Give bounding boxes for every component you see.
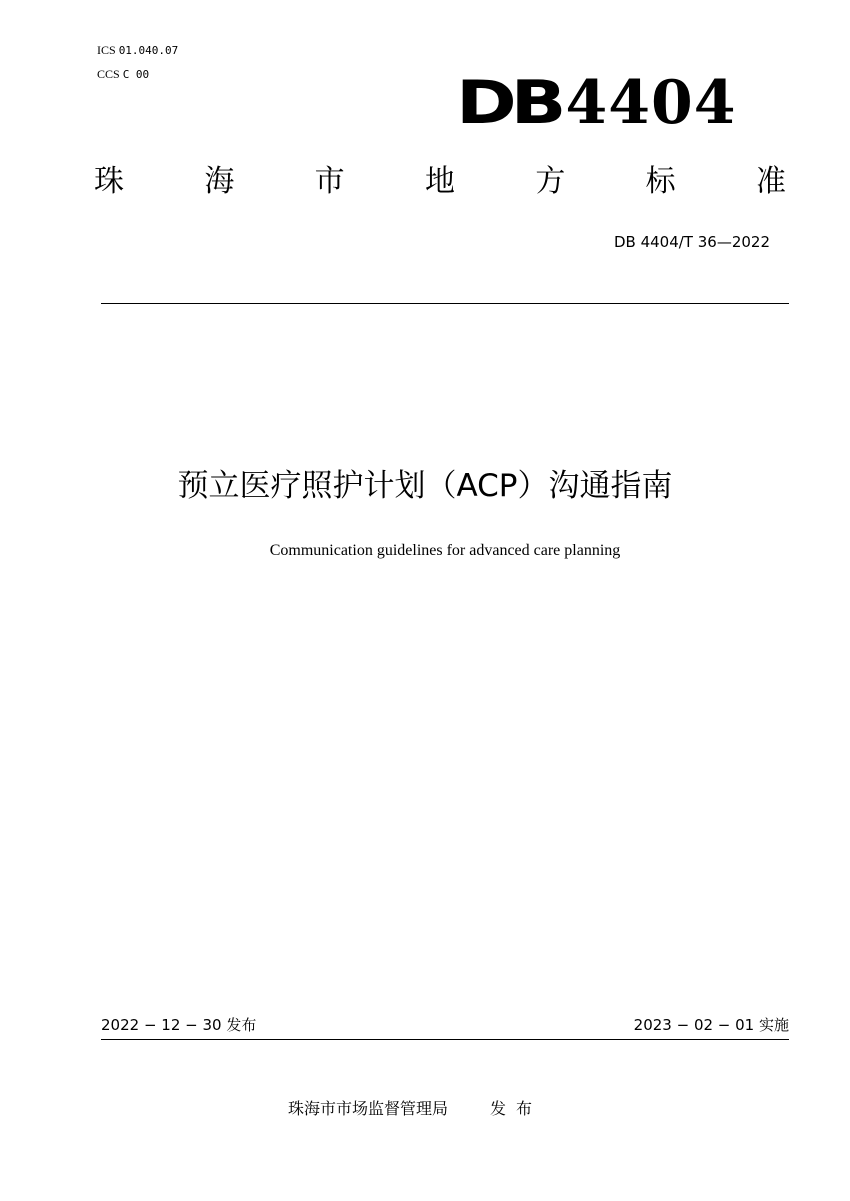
standard-mark-letters: DB [456, 68, 561, 138]
standard-type-char: 标 [645, 164, 676, 199]
ccs-label: CCS [97, 67, 120, 81]
ccs-code-line [97, 67, 149, 82]
implementation-date: 2023 − 02 − 01 实施 [633, 1016, 789, 1034]
issue-date: 2022 − 12 − 30 发布 [101, 1016, 257, 1034]
standard-number: DB 4404/T 36—2022 [613, 233, 770, 251]
ics-code: 01.040.07 [118, 44, 179, 57]
issuer-action: 发布 [490, 1099, 543, 1118]
standard-type-char: 海 [204, 164, 235, 199]
issuer-line [288, 1098, 542, 1120]
ics-code-line [97, 43, 178, 58]
ics-label: ICS [97, 43, 116, 57]
ccs-code: C 00 [122, 68, 150, 81]
standard-mark [456, 68, 737, 138]
issuer-name: 珠海市市场监督管理局 [288, 1099, 449, 1118]
standard-type-char: 市 [314, 164, 345, 199]
top-divider [101, 303, 789, 304]
standard-type-heading [94, 162, 786, 202]
standard-mark-number: 4404 [565, 68, 737, 138]
standard-type-char: 地 [424, 164, 455, 199]
document-title-chinese: 预立医疗照护计划（ACP）沟通指南 [177, 468, 673, 504]
standard-type-char: 方 [535, 164, 566, 199]
bottom-divider [101, 1039, 789, 1040]
standard-type-char: 准 [755, 164, 786, 199]
document-title-english: Communication guidelines for advanced care planning [269, 542, 621, 559]
standard-type-char: 珠 [94, 164, 124, 199]
